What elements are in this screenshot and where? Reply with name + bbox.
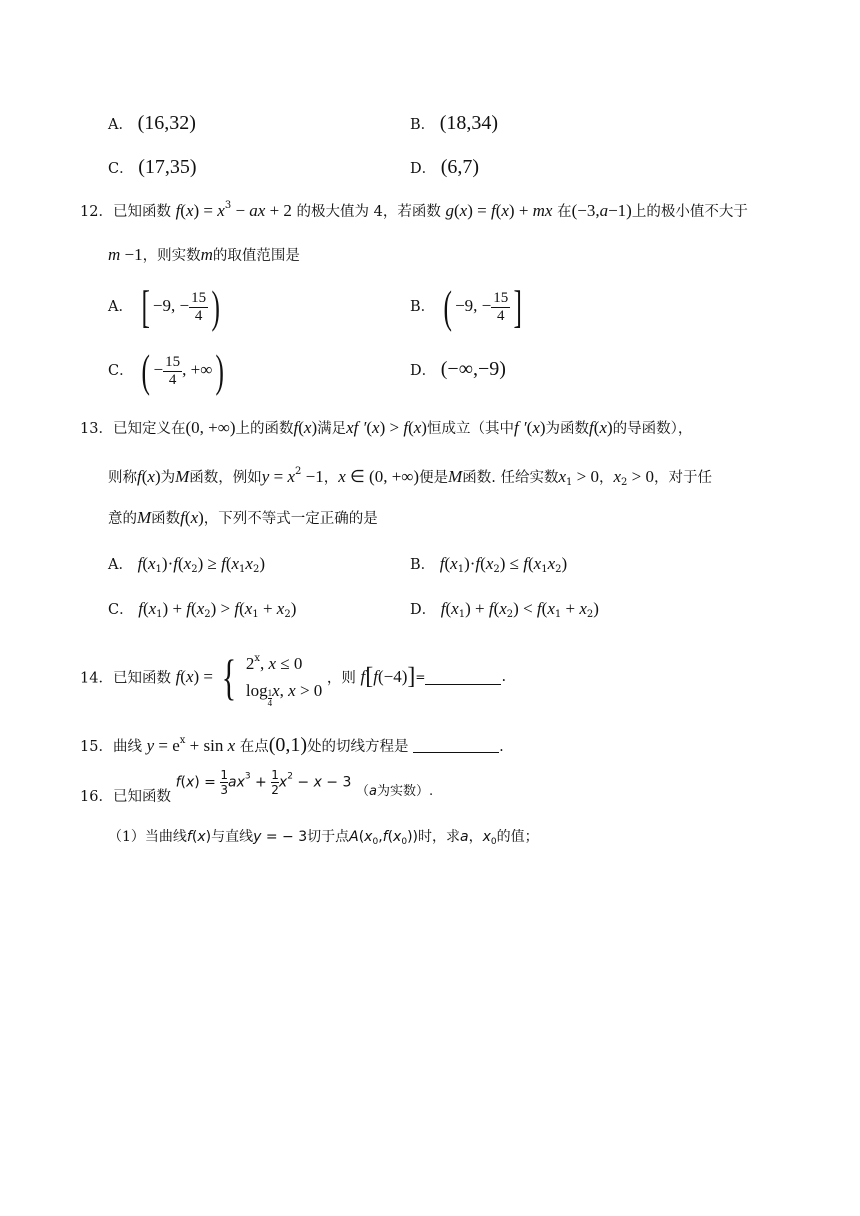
q11-option-b: [410, 112, 498, 135]
q13-stem-line2: 则称f(x)为M函数，例如$y = x^2 -1$，x ∈ (0, +∞)便是M函数. 任给实数$x_1 > 0$，$x_2 > 0$，对于任: [108, 466, 713, 488]
option-label: B．: [410, 117, 436, 133]
option-value: (16,32): [137, 112, 196, 134]
q16-function: f(x) = $\frac{1}{3}$ $ax^3$ + $\frac{1}{2}$ $x^2 - x - 3$: [175, 768, 352, 797]
option-label: C．: [108, 161, 134, 177]
answer-blank: [425, 669, 501, 685]
q12-stem-line2: m −1，则实数m的取值范围是: [108, 245, 300, 264]
q13-option-b: B． $f(x_1)\cdot f(x_2) \le f(x_1x_2)$: [410, 554, 568, 575]
fraction: $\frac{15}{4}$: [165, 353, 181, 388]
option-value: (6,7): [440, 156, 480, 178]
q12-option-a: A． [ −9, − $\frac{15}{4}$ ): [108, 281, 220, 332]
q12-option-b: B． ( −9, − $\frac{15}{4}$ ]: [410, 281, 523, 332]
q16-subquestion-1: （1）当曲线f(x)与直线y = − 3切于点$A(x_0,f(x_0))$时，求a，$x_0$的值；: [108, 829, 539, 847]
q13-stem-line3: 意的M函数f(x)，下列不等式一定正确的是: [108, 508, 378, 527]
q15-stem: 15．曲线 $y = e^x + \sin x$ 在点(0,1)处的切线方程是 .: [80, 734, 504, 756]
q11-option-d: [410, 156, 479, 179]
option-value: (18,34): [439, 112, 499, 134]
q13-option-a: A． $f(x_1)\cdot f(x_2) \ge f(x_1x_2)$: [108, 554, 265, 575]
option-value: (17,35): [138, 156, 197, 178]
q11-option-c: [108, 156, 197, 179]
q13-option-c: C． $f(x_1) + f(x_2) > f(x_1 + x_2)$: [108, 599, 297, 620]
math: f: [175, 201, 181, 220]
q16-stem: 16．已知函数 f(x) = $\frac{1}{3}$ $ax^3$ + $\frac{1}{2}$ $x^2 - x - 3$ （a为实数）.: [80, 768, 434, 805]
q12-option-d: D． (−∞,−9): [410, 358, 506, 380]
q13-stem-line1: 13．已知定义在(0, +∞)上的函数f(x)满足xf ′(x) > f(x)恒成立（其中f ′(x)为函数f(x)的导函数），: [80, 418, 693, 437]
option-label: D．: [410, 161, 437, 177]
q12-stem-line1: 12．已知函数 $f(x) = x^3$ − ax + 2 的极大值为 4，若函数 g(x) = f(x) + mx 在(−3,a−1)上的极小值不大于: [80, 200, 748, 220]
q13-option-d: D． $f(x_1) + f(x_2) < f(x_1 + x_2)$: [410, 599, 599, 620]
q14-stem: 14．已知函数 f(x) = { 2$^x$, x ≤ 0 log $\frac{1}{4}$ x, x > 0 ，则 f[f(−4)]= .: [80, 646, 506, 708]
q11-option-a: [108, 112, 196, 135]
fraction: $\frac{15}{4}$: [191, 289, 207, 324]
piecewise-function: { 2$^x$, x ≤ 0 log $\frac{1}{4}$ x, x > 0: [222, 649, 323, 708]
option-label: A．: [108, 117, 133, 133]
answer-blank: [413, 737, 499, 753]
q12-option-c: C． ( − $\frac{15}{4}$ , +∞): [108, 345, 225, 396]
fraction: $\frac{15}{4}$: [493, 289, 509, 324]
